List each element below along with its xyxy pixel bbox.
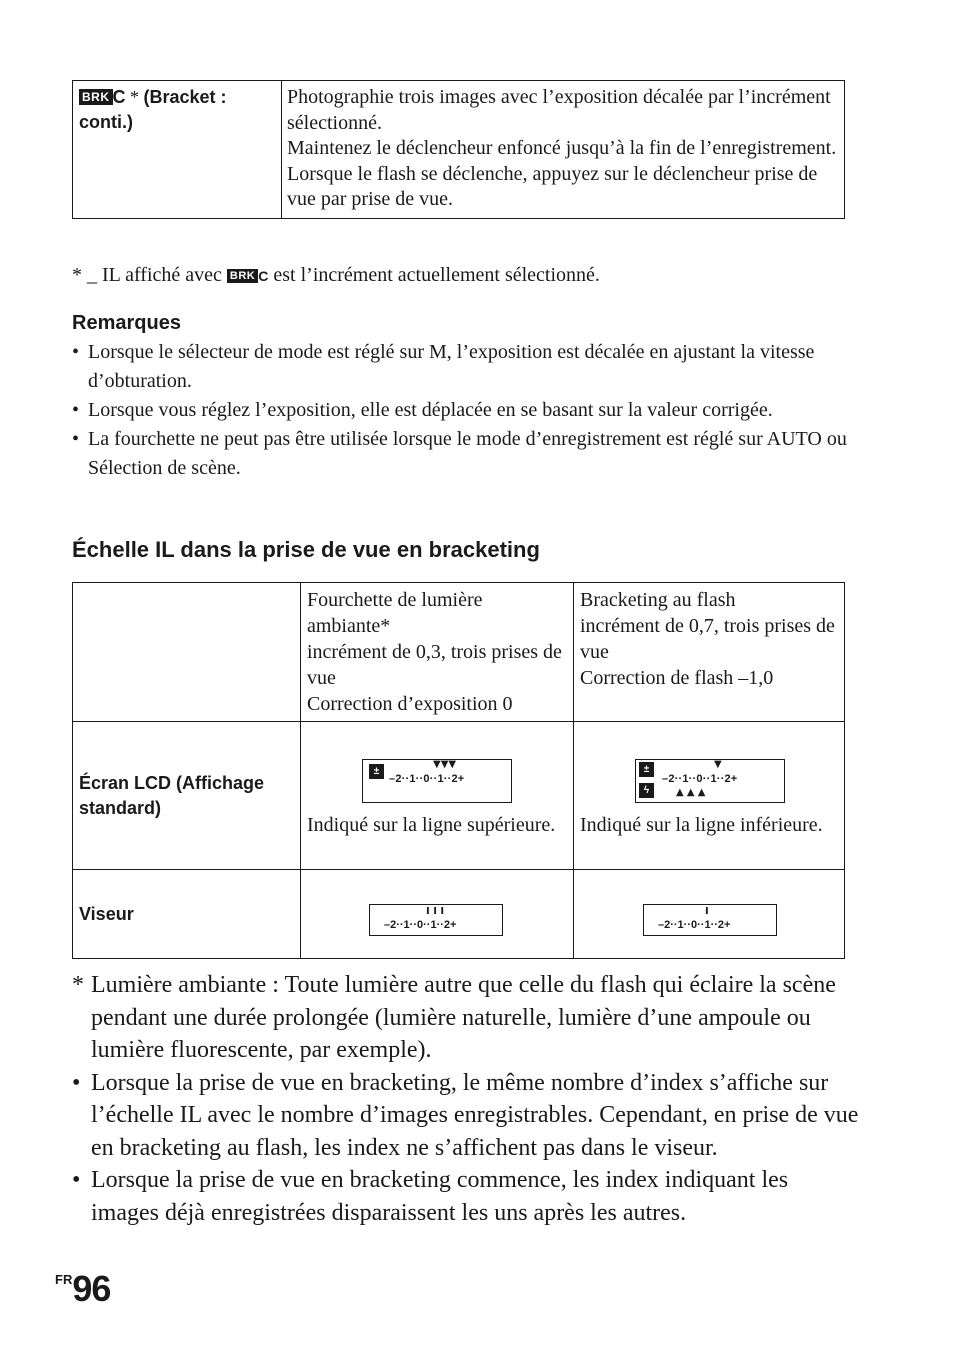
remark-text: Lorsque vous réglez l’exposition, elle est déplacée en se basant sur la valeur corrigée. [88,399,773,421]
bracket-letter: C [258,268,269,284]
note-text: Lumière ambiante : Toute lumière autre que celle du flash qui éclaire la scène pendant une durée prolongée (lumière naturelle, lumière d’une ampoule ou lumière fluorescente, par exemple). [91,972,836,1063]
ambient-ticks: I I I [426,906,445,917]
bullet-icon: • [72,1069,81,1096]
bullet-icon: • [72,428,80,450]
bullet-icon: • [72,399,80,421]
increment-footnote [72,262,600,289]
bracket-badge-icon: BRK [227,269,258,283]
list-item [72,1164,862,1229]
viewfinder-il-scale: –2··1··0··1··2+ [658,919,731,931]
footnote-before: * _ IL affiché avec [72,264,222,286]
flash-bottom-marks: ▲ ▲ ▲ [676,787,706,798]
description-line: Photographie trois images avec l’exposition décalée par l’incrément sélectionné. [287,86,831,134]
list-item [72,338,862,396]
mode-cell [73,81,282,219]
remark-text: Lorsque le sélecteur de mode est réglé sur M, l’exposition est décalée en ajustant la vitesse d’obturation. [88,341,815,392]
remark-text: La fourchette ne peut pas être utilisée lorsque le mode d’enregistrement est réglé sur AUTO ou Sélection de scène. [88,428,847,479]
il-scale: –2··1··0··1··2+ [662,773,738,785]
list-item [72,969,862,1067]
mode-asterisk: * [125,87,144,107]
list-item [72,425,862,483]
mode-label: (Bracket : conti.) [79,87,227,132]
flash-comp-icon: ϟ [639,783,654,798]
flash-correction: Correction de flash –1,0 [580,667,774,689]
table-row [73,870,845,959]
lcd-scale-display [362,759,512,803]
viewfinder-scale-display [643,904,777,936]
notes-list [72,969,862,1229]
note-text: Lorsque la prise de vue en bracketing commence, les index indiquant les images déjà enregistrées disparaissent les uns après les autres. [91,1167,789,1226]
flash-lcd-cell [574,722,845,870]
exposure-comp-icon: ± [639,762,654,777]
bracket-badge-icon: BRK [79,89,113,105]
flash-title: Bracketing au flash [580,589,736,611]
ambient-viewfinder-cell [301,870,574,959]
il-scale: –2··1··0··1··2+ [389,773,465,785]
lcd-row-label: Écran LCD (Affichage standard) [79,772,265,818]
flash-increment: incrément de 0,7, trois prises de vue [580,615,835,663]
flash-viewfinder-cell [574,870,845,959]
list-item [72,1067,862,1165]
description-line: Lorsque le flash se déclenche, appuyez sur le déclencheur prise de vue par prise de vue. [287,162,818,210]
ambient-increment: incrément de 0,3, trois prises de vue [307,641,562,689]
table-row [73,583,845,722]
page-num: 96 [72,1268,111,1309]
lcd-scale-display [635,759,785,803]
bracket-mode-table [72,80,845,219]
viewfinder-il-scale: –2··1··0··1··2+ [384,919,457,931]
ambient-title: Fourchette de lumière ambiante* [307,589,483,637]
list-item [72,396,862,425]
il-scale-table [72,582,845,959]
viewfinder-row-label: Viseur [79,903,134,924]
section-title: Échelle IL dans la prise de vue en bracketing [72,537,540,562]
note-marker: * [72,972,84,998]
lcd-caption: Indiqué sur la ligne inférieure. [580,814,823,836]
footnote-after: est l’incrément actuellement sélectionné. [273,264,600,286]
remarks-heading: Remarques [72,312,181,334]
page-number [55,1268,110,1310]
flash-header-cell [574,583,845,722]
mode-description-cell [282,81,845,219]
page-lang: FR [55,1272,73,1287]
table-row [73,81,845,219]
lcd-caption: Indiqué sur la ligne supérieure. [307,814,556,836]
viewfinder-scale-display [369,904,503,936]
bracket-continuous-letter: C [112,87,126,107]
ambient-correction: Correction d’exposition 0 [307,693,513,715]
note-text: Lorsque la prise de vue en bracketing, le même nombre d’index s’affiche sur l’échelle IL avec le nombre d’images enregistrables. Cependant, en prise de vue en bracketing au flash, les index ne s’affichent pas dans le viseur. [91,1069,859,1161]
exposure-comp-icon: ± [369,764,384,779]
bullet-icon: • [72,1167,81,1193]
ambient-index-marks: ▼▼▼ [433,759,457,770]
table-row [73,722,845,870]
bullet-icon: • [72,341,80,363]
remarks-list [72,338,862,483]
lcd-label-cell [73,722,301,870]
flash-ticks: I [705,906,709,917]
empty-header-cell [73,583,301,722]
ambient-lcd-cell [301,722,574,870]
flash-top-mark: ▼ [714,759,722,770]
description-line: Maintenez le déclencheur enfoncé jusqu’à la fin de l’enregistrement. [287,137,837,159]
viewfinder-label-cell [73,870,301,959]
ambient-header-cell [301,583,574,722]
